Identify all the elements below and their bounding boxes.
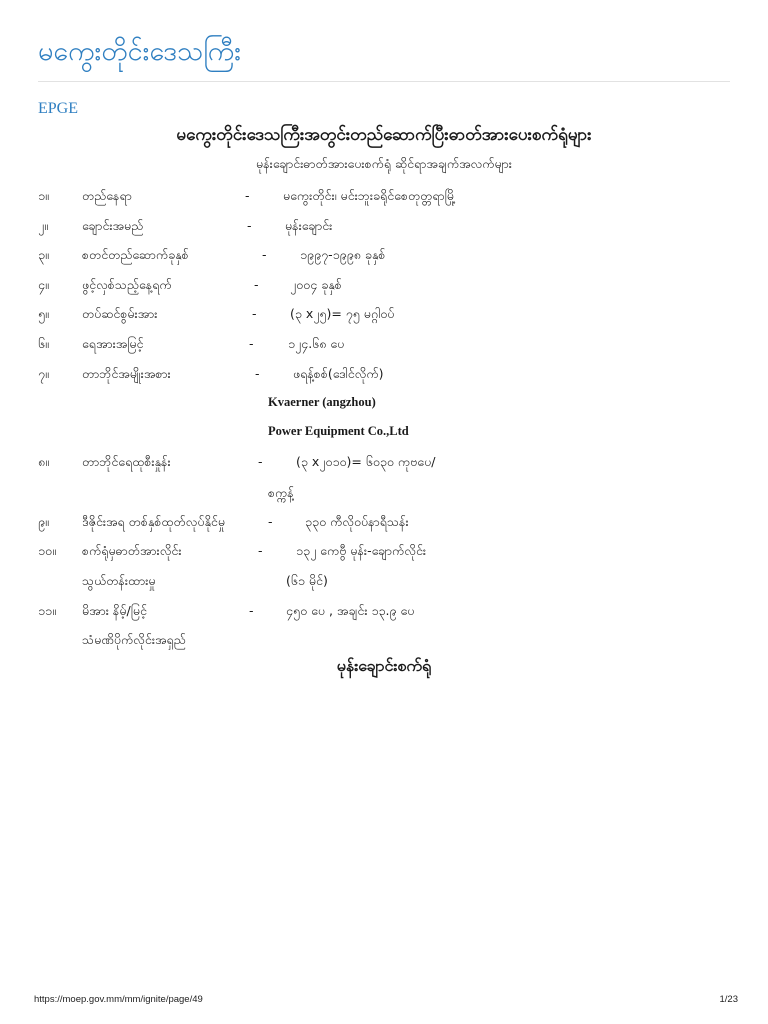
row-number: ၂။ (38, 218, 48, 233)
row-value: မကွေးတိုင်း၊ မင်းဘူးခရိုင်စေတုတ္တရာမြို့ (283, 188, 456, 203)
row-dash: - (249, 336, 254, 351)
row-dash: - (247, 218, 252, 233)
line-length-continuation: (၆၁ မိုင်) (286, 573, 328, 588)
footer-page-number: 1/23 (719, 994, 738, 1005)
row-number: ၁။ (38, 188, 49, 203)
flow-unit-continuation: စက္ကန့် (268, 485, 294, 500)
info-row (0, 247, 768, 267)
row-label: တည်နေရာ (82, 188, 132, 203)
document-heading: မကွေးတိုင်းဒေသကြီးအတွင်းတည်ဆောက်ပြီးဓာတ်အားပေးစက်ရုံများ (176, 125, 592, 145)
info-row (0, 218, 768, 238)
footer-url: https://moep.gov.mm/mm/ignite/page/49 (34, 994, 203, 1005)
row-dash: - (268, 514, 273, 529)
info-row (0, 603, 768, 623)
row-dash: - (245, 188, 250, 203)
row-value: ၂၀၀၄ ခုနှစ် (290, 277, 342, 292)
row-dash: - (254, 277, 259, 292)
row-label: မိအား နိမ့်/မြင့် (82, 603, 147, 618)
row-number: ၃။ (38, 247, 49, 262)
row-label: ချောင်းအမည် (82, 218, 144, 233)
row-value: (၃ x၂၅)= ၇၅ မဂ္ဂါဝပ် (290, 306, 395, 321)
info-row (0, 454, 768, 474)
row-number: ၁၁။ (38, 603, 56, 618)
row-dash: - (262, 247, 267, 262)
row-value: ဖရန့်စစ်(ဒေါင်လိုက်) (293, 366, 384, 381)
row-label: စတင်တည်ဆောက်ခုနှစ် (82, 247, 189, 262)
row-label: ရေအားအမြင့် (82, 336, 144, 351)
info-row (0, 543, 768, 563)
row-value: ၄၅၀ ပေ , အချင်း ၁၃.၉ ပေ (286, 603, 415, 618)
row-number: ၆။ (38, 336, 49, 351)
row-number: ၁၀။ (38, 543, 56, 558)
row-number: ၅။ (38, 306, 49, 321)
turbine-maker-line-1: Kvaerner (angzhou) (268, 395, 376, 409)
row-label: တာဘိုင်ရေထုစီးနှုန်း (82, 454, 171, 469)
row-dash: - (249, 603, 254, 618)
info-row (0, 188, 768, 208)
row-value: (၃ x၂၀၁၀)= ၆၀၃၀ ကုဗပေ/ (296, 454, 436, 469)
row-dash: - (255, 366, 260, 381)
row-dash: - (258, 454, 263, 469)
row-dash: - (252, 306, 257, 321)
title-divider (38, 81, 730, 82)
row-label: ဒီဇိုင်းအရ တစ်နှစ်ထုတ်လုပ်နိုင်မှု (82, 514, 226, 529)
info-row (0, 306, 768, 326)
page-title: မကွေးတိုင်းဒေသကြီး (38, 36, 242, 67)
row-number: ၉။ (38, 514, 49, 529)
row-value: ၁၃၂ ကေဗွီ မုန်း-ချောက်လိုင်း (296, 543, 427, 558)
row-label: စက်ရုံမှဓာတ်အားလိုင်း (82, 543, 182, 558)
row-number: ၄။ (38, 277, 49, 292)
row-value: ၁၂၄.၆၈ ပေ (288, 336, 345, 351)
row-label: ဖွင့်လှစ်သည့်နေ့ရက် (82, 277, 172, 292)
line-label-continuation: သွယ်တန်းထားမှု (82, 573, 156, 588)
info-row (0, 514, 768, 534)
info-row (0, 366, 768, 386)
org-label: EPGE (38, 100, 78, 117)
turbine-maker-line-2: Power Equipment Co.,Ltd (268, 424, 409, 438)
row-value: ၁၉၉၇-၁၉၉၈ ခုနှစ် (300, 247, 386, 262)
info-row (0, 277, 768, 297)
penstock-continuation: သံမဏိပိုက်လိုင်းအရှည် (82, 632, 186, 647)
row-value: မုန်းချောင်း (285, 218, 333, 233)
row-number: ၈။ (38, 454, 49, 469)
row-number: ၇။ (38, 366, 49, 381)
row-label: တာဘိုင်အမျိုးအစား (82, 366, 171, 381)
document-subheading: မုန်းချောင်းဓာတ်အားပေးစက်ရုံ ဆိုင်ရာအချက်အလက်များ (256, 156, 512, 171)
row-value: ၃၃၀ ကီလိုဝပ်နာရီသန်း (305, 514, 409, 529)
row-dash: - (258, 543, 263, 558)
row-label: တပ်ဆင်စွမ်းအား (82, 306, 158, 321)
section-heading: မုန်းချောင်းစက်ရုံ (336, 656, 432, 675)
info-row (0, 336, 768, 356)
